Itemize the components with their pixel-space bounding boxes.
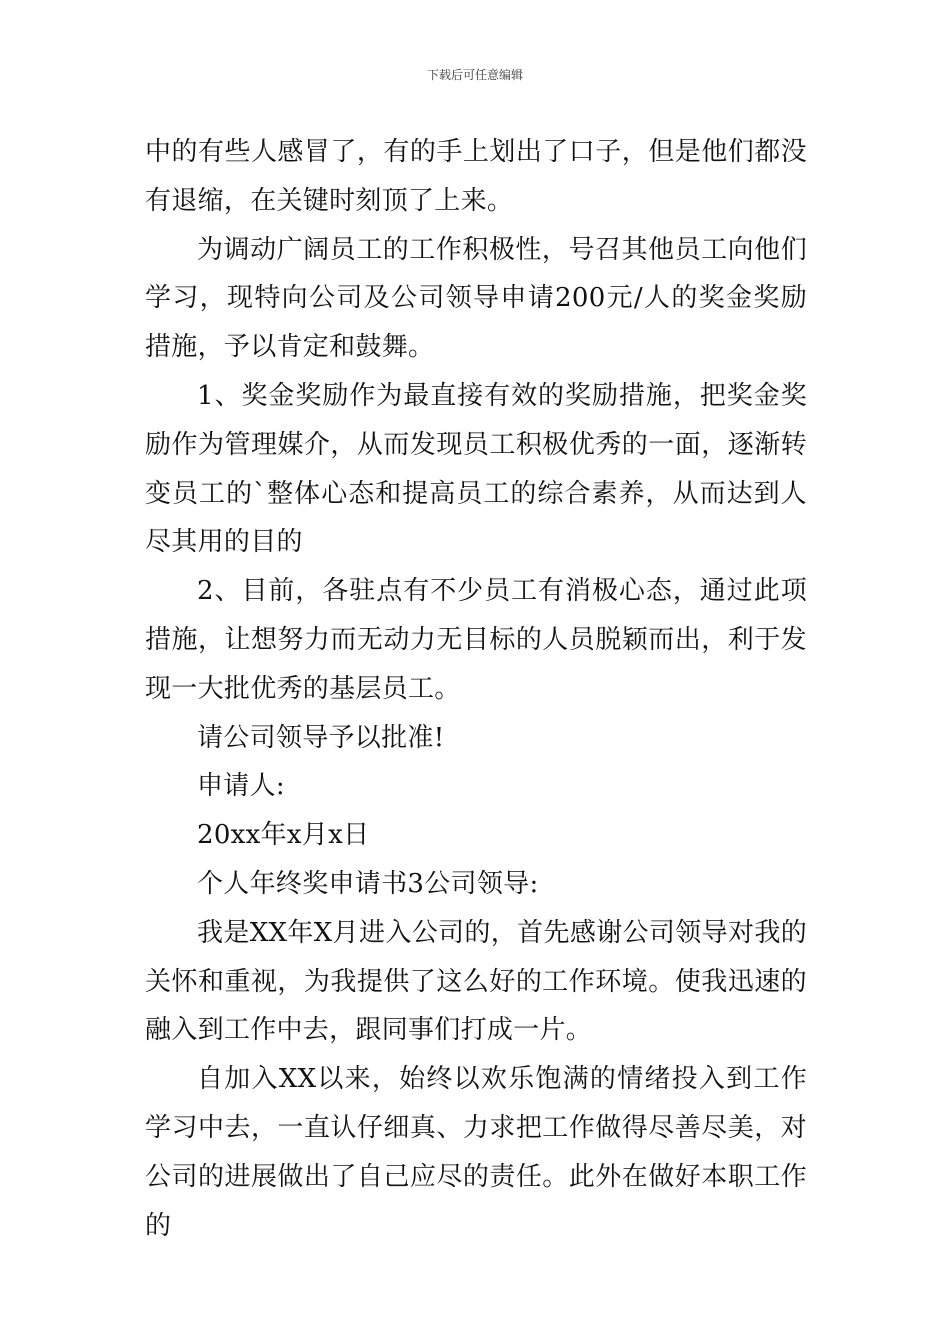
paragraph-date: 20xx年x月x日 [197, 820, 370, 851]
paragraph-3: 1、奖金奖励作为最直接有效的奖励措施，把奖金奖励作为管理媒介，从而发现员工积极优秀的一面，逐渐转变员工的`整体心态和提高员工的综合素养，从而达到人尽其用的目的 [145, 380, 807, 558]
paragraph-2: 为调动广阔员工的工作积极性，号召其他员工向他们学习，现特向公司及公司领导申请200元/人的奖金奖励措施，予以肯定和鼓舞。 [145, 234, 807, 363]
paragraph-6: 自加入XX以来，始终以欢乐饱满的情绪投入到工作学习中去，一直认仔细真、力求把工作做得尽善尽美，对公司的进展做出了自己应尽的责任。此外在做好本职工作的 [145, 1064, 807, 1241]
paragraph-1: 中的有些人感冒了，有的手上划出了口子，但是他们都没有退缩，在关键时刻顶了上来。 [145, 137, 807, 216]
paragraph-5: 我是XX年X月进入公司的，首先感谢公司领导对我的关怀和重视，为我提供了这么好的工作环境。使我迅速的融入到工作中去，跟同事们打成一片。 [145, 917, 807, 1046]
document-body [145, 128, 807, 1250]
page-header: 下载后可任意编辑 [426, 68, 523, 82]
paragraph-letter-heading: 个人年终奖申请书3公司领导: [197, 868, 539, 899]
paragraph-applicant: 申请人: [197, 771, 285, 802]
paragraph-4: 2、目前，各驻点有不少员工有消极心态，通过此项措施，让想努力而无动力无目标的人员脱颖而出，利于发现一大批优秀的基层员工。 [145, 576, 807, 704]
paragraph-approval: 请公司领导予以批准! [197, 722, 445, 753]
